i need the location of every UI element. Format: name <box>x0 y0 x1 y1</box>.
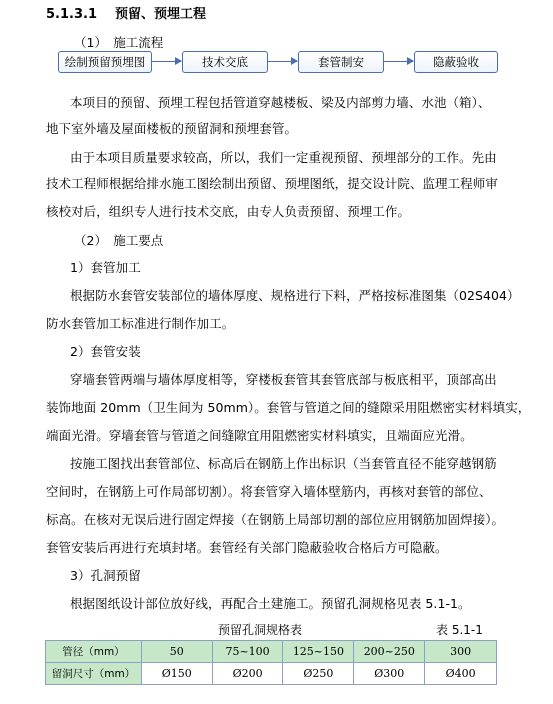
table-cell: Ø400 <box>425 663 497 685</box>
paragraph-line: 穿墙套管两端与墙体厚度相等，穿楼板套管其套管底部与板底相平，顶部高出 <box>70 372 497 387</box>
paragraph-line: 根据图纸设计部位放好线，再配合土建施工。预留孔洞规格见表 5.1-1。 <box>70 596 471 611</box>
flow-arrow-1 <box>151 61 181 62</box>
paragraph-line: 地下室外墙及屋面楼板的预留洞和预埋套管。 <box>46 121 298 136</box>
table-cell: 300 <box>425 641 497 663</box>
paragraph-line: 端面光滑。穿墙套管与管道之间缝隙宜用阻燃密实材料填实，且端面应光滑。 <box>46 428 473 443</box>
paragraph-line: 按施工图找出套管部位、标高后在钢筋上作出标识（当套管直径不能穿越钢筋 <box>70 456 497 471</box>
table-cell: Ø250 <box>283 663 354 685</box>
table-row <box>46 641 497 663</box>
flow-arrow-3 <box>383 61 413 62</box>
paragraph-line: 本项目的预留、预埋工程包括管道穿越楼板、梁及内部剪力墙、水池（箱）、 <box>70 95 491 110</box>
paragraph-line: 核校对后，组织专人进行技术交底，由专人负责预留、预埋工作。 <box>46 204 410 219</box>
section-number: 5.1.3.1 <box>46 7 97 22</box>
flow-step-1: 绘制预留预埋图 <box>58 51 152 73</box>
table-cell: 75~100 <box>212 641 283 663</box>
paragraph-line: 由于本项目质量要求较高，所以，我们一定重视预留、预埋部分的工作。先由 <box>70 150 497 165</box>
paragraph-line: 装饰地面 20mm（卫生间为 50mm）。套管与管道之间的缝隙采用阻燃密实材料填实， <box>46 400 531 415</box>
table-row <box>46 663 497 685</box>
item-heading-sleeve-processing: 1）套管加工 <box>70 260 141 275</box>
table-caption: 预留孔洞规格表 <box>218 623 303 637</box>
flow-step-2: 技术交底 <box>182 51 268 73</box>
table-number: 表 5.1-1 <box>436 623 483 637</box>
paragraph-line: 标高。在核对无误后进行固定焊接（在钢筋上局部切割的部位应用钢筋加固焊接）。 <box>46 512 505 527</box>
flow-step-4: 隐蔽验收 <box>414 51 498 73</box>
paragraph-line: 空间时，在钢筋上可作局部切割）。将套管穿入墙体壁筋内，再核对套管的部位、 <box>46 484 492 499</box>
subheading-construction-flow: （1） 施工流程 <box>74 35 164 50</box>
table-cell: 200~250 <box>354 641 425 663</box>
table-cell: 125~150 <box>283 641 354 663</box>
section-title: 预留、预埋工程 <box>115 7 207 22</box>
table-cell: 50 <box>141 641 212 663</box>
table-row-header: 留洞尺寸（mm） <box>46 663 142 685</box>
flow-step-3: 套管制安 <box>298 51 384 73</box>
paragraph-line: 套管安装后再进行充填封堵。套管经有关部门隐蔽验收合格后方可隐蔽。 <box>46 540 448 555</box>
hole-spec-table <box>45 640 497 685</box>
flow-arrow-2 <box>267 61 297 62</box>
subheading-key-points: （2） 施工要点 <box>74 233 164 248</box>
table-row-header: 管径（mm） <box>46 641 142 663</box>
table-cell: Ø150 <box>141 663 212 685</box>
paragraph-line: 防水套管加工标准进行制作加工。 <box>46 316 235 331</box>
flow-chart <box>58 51 498 73</box>
paragraph-line: 技术工程师根据给排水施工图绘制出预留、预埋图纸，提交设计院、监理工程师审 <box>46 176 498 191</box>
item-heading-hole-reservation: 3）孔洞预留 <box>70 568 141 583</box>
table-cell: Ø300 <box>354 663 425 685</box>
paragraph-line: 根据防水套管安装部位的墙体厚度、规格进行下料，严格按标准图集（02S404） <box>70 288 520 303</box>
table-cell: Ø200 <box>212 663 283 685</box>
item-heading-sleeve-installation: 2）套管安装 <box>70 344 141 359</box>
section-heading <box>46 3 206 22</box>
